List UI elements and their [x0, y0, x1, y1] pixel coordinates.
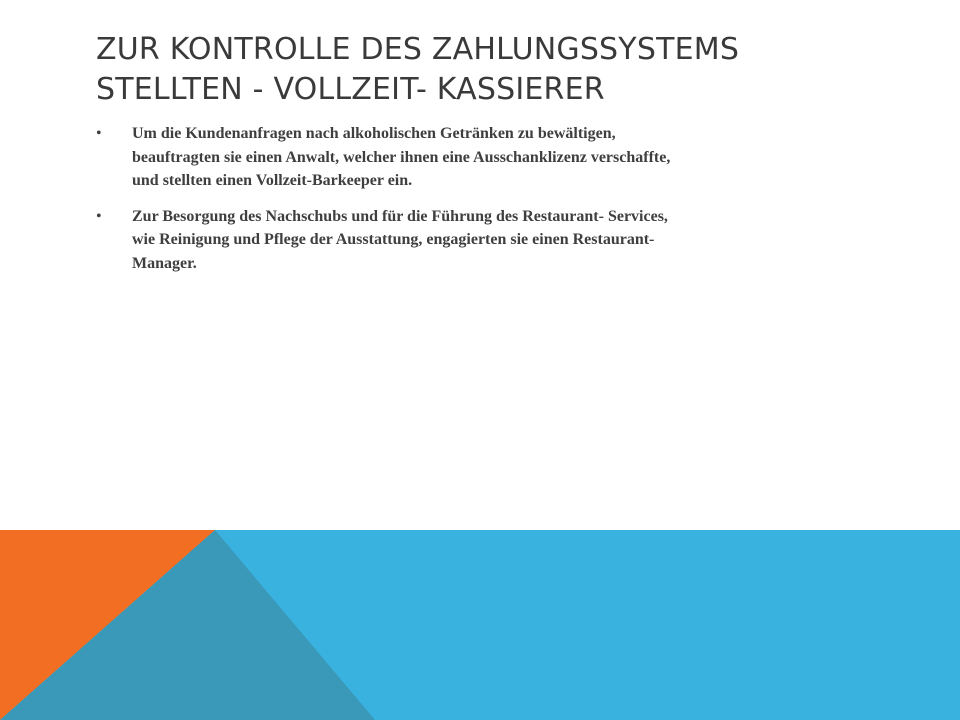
bullet-line: und stellten einen Vollzeit-Barkeeper ein.: [132, 172, 413, 189]
bullet-marker: •: [96, 207, 102, 225]
bullet-text: [132, 122, 856, 193]
bullet-line: Um die Kundenanfragen nach alkoholischen Getränken zu bewältigen,: [132, 125, 616, 142]
bullet-list: [96, 122, 856, 287]
slide-title-line-1: ZUR KONTROLLE DES ZAHLUNGSSYSTEMS: [96, 32, 740, 67]
bullet-text: [132, 205, 856, 276]
slide-title-line-2: STELLTEN - VOLLZEIT- KASSIERER: [96, 72, 605, 107]
bullet-line: Manager.: [132, 254, 197, 272]
bullet-item-1: [96, 122, 856, 193]
bullet-item-2: [96, 205, 856, 276]
bullet-line: beauftragten sie einen Anwalt, welcher ihnen eine Ausschanklizenz verschaffte,: [132, 148, 671, 166]
bullet-line: Zur Besorgung des Nachschubs und für die Führung des Restaurant- Services,: [132, 207, 668, 225]
bullet-marker: •: [96, 125, 102, 142]
decorative-footer: [0, 530, 960, 720]
bullet-line: wie Reinigung und Pflege der Ausstattung, engagierten sie einen Restaurant-: [132, 231, 655, 248]
slide-title: [96, 30, 876, 110]
